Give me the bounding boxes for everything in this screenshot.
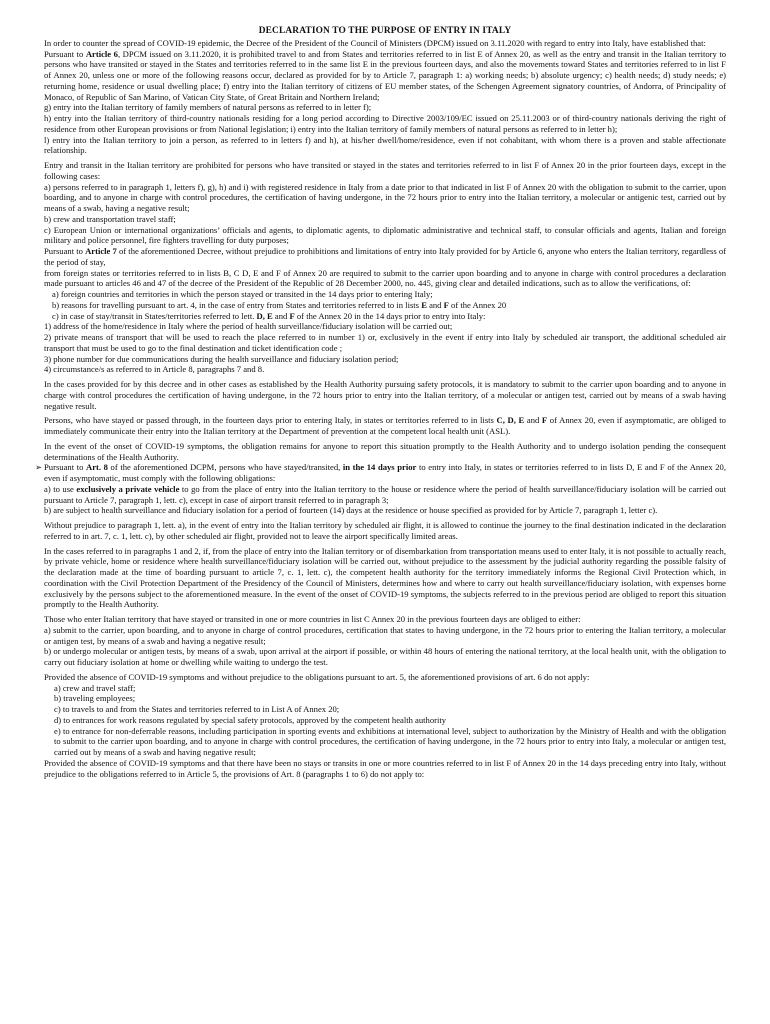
paragraph (44, 726, 726, 758)
paragraph-text: Provided the absence of COVID-19 symptoms and that there have been no stays or transits in one or more countries referred to in list F of Annex 20 in the 14 days preceding entry into Italy, without prejudice to the obligations referred to in Article 5, the provisions of Art. 8 (paragraphs 1 to 6) do not apply to: (44, 757, 726, 779)
paragraph-text: 1) address of the home/residence in Italy where the period of health surveillance/fiduciary isolation will be carried out; (44, 321, 453, 332)
paragraph (44, 693, 726, 704)
paragraph-text: Those who enter Italian territory that have stayed or transited in one or more countries in list C Annex 20 in the previous fourteen days are obliged to either: (44, 614, 581, 624)
paragraph-text: of Annex 20, even if asymptomatic, are obliged to immediately communicate their entry into the Italian territory at the Department of prevention at the competent local health unit (ASL). (44, 415, 726, 436)
paragraph-text: Entry and transit in the Italian territory are prohibited for persons who have transited or stayed in the states and territories referred to in list F of Annex 20 in the prior fourteen days, except in the following cases: (44, 160, 726, 181)
paragraph-text: e) to entrance for non-deferrable reasons, including participation in sporting events and exhibitions at international level, subject to authorization by the Ministry of Health and with the obligation to submit to the carrier upon boarding, and to anyone in charge with control procedures, the certification of having undergone, in the 72 hours prior to entry into Italy, a molecular or antigen test, carried out by means of a swab and having negative result; (54, 725, 726, 757)
paragraph-text: In order to counter the spread of COVID-19 epidemic, the Decree of the President of the Council of Ministers (DPCM) issued on 3.11.2020 with regard to entry into Italy, have established that: (44, 37, 706, 48)
paragraph-bold-text: Article 6 (85, 48, 118, 59)
paragraph-text: a) submit to the carrier, upon boarding, and to anyone in charge of control procedures, certification that states to having undergone, in the 72 hours prior to entering the Italian territory, a molecular or antigen test, by means of a swab and having a negative result; (44, 624, 726, 646)
paragraph (44, 715, 726, 726)
paragraph (44, 246, 726, 268)
paragraph-text: a) persons referred to in paragraph 1, letters f), g), h) and i) with registered residence in Italy from a date prior to that indicated in list F of Annex 20 with the obligation to submit to the carrier, upon boarding, and to anyone in charge with control procedures, the certification of having undergone, in the 72 hours prior to entry into the Italian territory, a molecular or antigenic test, carried out by means of a swab, having a negative result; (44, 181, 726, 213)
paragraph-text: 3) phone number for due communications during the health surveillance and fiduciary isolation period; (44, 353, 399, 364)
paragraph-text: Pursuant to (44, 462, 86, 473)
paragraph-text: 2) private means of transport that will be used to reach the place referred to in number 1) or, exclusively in the event if entry into Italy by scheduled air transport, the additional scheduled air transport that must be used to go to the final destination and ticket identification code ; (44, 332, 726, 353)
paragraph (44, 354, 726, 365)
paragraph-text: c) European Union or international organizations’ officials and agents, to diplomatic agents, to diplomatic administrative and technical staff, to consular officials and agents, Italian and foreign military and police personnel, fire fighters travelling for duty purposes; (44, 224, 726, 246)
paragraph-text: , DPCM issued on 3.11.2020, it is prohibited travel to and from States and territories referred to in list E of Annex 20, as well as the entry and transit in the Italian territory to persons who have transited or stayed in the States and territories referred to in the same list E in the previous fourteen days, and also the movements toward States and territories referred to in list F of Annex 20, unless one or more of the following reasons occur, declared as provided for by to Article 7, paragraph 1: a) working needs; b) absolute urgency; c) health needs; d) study needs; e) returning home, residence or usual dwelling place; f) entry into the Italian territory of citizens of EU member states, of the Schengen Agreement signatory countries, of Andorra, of Principality of Monaco, of Republic of San Marino, of Vatican City State, of Great Britain and Northern Ireland; (44, 48, 727, 102)
document-body (35, 37, 727, 780)
paragraph-text: b) reasons for travelling pursuant to art. 4, in the case of entry from States and territories referred to in lists (52, 299, 422, 310)
paragraph (44, 113, 726, 135)
paragraph (44, 484, 726, 506)
paragraph-bold-text: Art. 8 (85, 462, 108, 473)
paragraph-text: In the cases referred to in paragraphs 1 and 2, if, from the place of entry into the Italian territory or of disembarkation from transportation means used to enter Italy, it is not possible to actually reach, by private vehicle, home or residence where health surveillance/fiduciary isolation will be carried out, without prejudice to the assessment by the judicial authority regarding the possible falsity of the declaration made at the time of boarding pursuant to article 7, c. 1, lett. c), the competent health authority for the territory immediately informs the Regional Civil Protection which, in coordination with the Civil Protection Department of the Presidency of the Council of Ministers, determines how and where to carry out health surveillance/fiduciary isolation, with expenses borne exclusively by the persons subject to the aforementioned measure. In the event of the onset of COVID-19 symptoms, the subjects referred to in the previous period are obliged to report this situation promptly to the Health Authority. (44, 545, 726, 610)
paragraph-text: Without prejudice to paragraph 1, lett. a), in the event of entry into the Italian territory by scheduled air flight, it is allowed to continue the journey to the final destination indicated in the declaration referred to in art. 7, c. 1, lett. c), by other scheduled air flight, provided not to leave the airport specifically limited areas. (44, 520, 726, 541)
paragraph-text: of the Annex 20 in the 14 days prior to entry into Italy: (294, 310, 486, 321)
paragraph (44, 49, 726, 103)
paragraph (44, 225, 726, 247)
paragraph (44, 415, 726, 437)
paragraph-text: and (272, 310, 290, 321)
paragraph-text: h) entry into the Italian territory of third-country nationals residing for a long period according to Directive 2003/109/EC issued on 25.11.2003 or of third-country nationals deriving the right of residence from other European provisions or from National legislation; i) entry into the Italian territory of family members of natural persons as referred to in letter h); (44, 113, 726, 134)
paragraph-text: b) or undergo molecular or antigen tests, by means of a swab, upon arrival at the airport if possible, or within 48 hours of entering the national territory, at the local health unit, with the obligation to carry out fiduciary isolation at home or dwelling while waiting to undergo the test. (44, 646, 726, 667)
paragraph (44, 683, 726, 694)
paragraph-text: a) to use (44, 483, 77, 494)
paragraph (44, 332, 726, 354)
paragraph (44, 379, 726, 411)
paragraph-text: to go from the place of entry into the Italian territory to the house or residence where the period of health surveillance/fiduciary isolation will be carried out pursuant to Article 7, paragraph 1, lett. c), except in case of airport transit referred to in paragraph 3; (44, 483, 726, 505)
paragraph (44, 704, 726, 715)
paragraph-bold-text: E (421, 299, 427, 310)
paragraph-bold-text: F (541, 415, 548, 426)
paragraph (44, 268, 726, 290)
paragraph-text: b) traveling employees; (54, 693, 136, 704)
paragraph-bold-text: D, E (256, 310, 273, 321)
paragraph (44, 614, 726, 625)
paragraph-bold-text: C, D, E (496, 415, 525, 426)
paragraph-bold-text: F (289, 310, 295, 321)
paragraph-text: Provided the absence of COVID-19 symptoms and without prejudice to the obligations pursuant to art. 5, the aforementioned provisions of art. 6 do not apply: (44, 671, 590, 682)
paragraph (44, 625, 726, 647)
paragraph-text: b) crew and transportation travel staff; (44, 213, 176, 224)
bullet-arrow-icon: ➢ (35, 462, 43, 473)
paragraph-text: Pursuant to (44, 48, 86, 59)
paragraph (44, 38, 726, 49)
paragraph (44, 289, 726, 300)
paragraph-text: and (524, 415, 542, 426)
paragraph (44, 520, 726, 542)
paragraph-bold-text: F (443, 299, 449, 310)
paragraph (44, 441, 726, 463)
paragraph (44, 311, 726, 322)
paragraph (44, 102, 726, 113)
paragraph (44, 300, 726, 311)
paragraph-text: of the aforementioned Decree, without prejudice to prohibitions and limitations of entry into Italy provided for by Article 6, anyone who enters the Italian territory, regardless of the period of stay, (44, 246, 726, 267)
paragraph-bold-text: in the 14 days prior (342, 462, 417, 473)
paragraph (44, 364, 726, 375)
paragraph-text: of the Annex 20 (448, 299, 507, 310)
paragraph-text: In the cases provided for by this decree and in other cases as established by the Health Authority pursuing safety protocols, it is mandatory to submit to the carrier upon boarding and to anyone in charge with control procedures the certification of having undergone, in the 72 hours prior to entry into the Italian territory, of a molecular or antigen test, carried out by means of a swab having negative result. (44, 379, 726, 411)
paragraph-text: c) in case of stay/transit in States/territories referred to lett. (52, 310, 257, 321)
paragraph-text: from foreign states or territories referred to in lists B, C D, E and F of Annex 20 are required to submit to the carrier upon boarding and to anyone in charge with control procedures a declaration made pursuant to articles 46 and 47 of the decree of the President of the Republic of 28 December 2000, no. 445, giving clear and detailed indications, such as to allow the verifications, of: (44, 267, 726, 289)
paragraph-text: 4) circumstance/s as referred to in Article 8, paragraphs 7 and 8. (44, 364, 265, 375)
paragraph-text: b) are subject to health surveillance and fiduciary isolation for a period of fourteen (14) days at the residence or house specified as provided for by Article 7, paragraph 1, letter c). (44, 505, 658, 516)
paragraph (44, 646, 726, 668)
paragraph (44, 758, 726, 780)
paragraph (44, 321, 726, 332)
paragraph-text: of the aforementioned DCPM, persons who have stayed/transited, (107, 462, 343, 473)
paragraph-text: a) crew and travel staff; (54, 682, 136, 693)
paragraph-text: c) to travels to and from the States and territories referred to in List A of Annex 20; (54, 704, 340, 714)
paragraph (44, 546, 726, 611)
paragraph (44, 505, 726, 516)
paragraph-text: Pursuant to (44, 246, 86, 256)
paragraph-text: to entry into Italy, in states or territories referred to in lists D, E and F of the Annex 20, even if asymptomatic, must comply with the following obligations: (44, 462, 726, 483)
paragraph (35, 462, 726, 484)
paragraph-text: Persons, who have stayed or passed through, in the fourteen days prior to entering Italy, in states or territories referred to in lists (44, 415, 497, 426)
document-title: DECLARATION TO THE PURPOSE OF ENTRY IN ITALY (258, 26, 512, 36)
paragraph-text: l) entry into the Italian territory to join a person, as referred to in letters f) and h), at his/her dwell/home/residence, even if not cohabitant, with whom there is a proven and stable affectionate relationship. (44, 134, 726, 156)
paragraph-text: a) foreign countries and territories in which the person stayed or transited in the 14 days prior to entering Italy; (52, 289, 433, 299)
paragraph-bold-text: exclusively a private vehicle (76, 483, 180, 494)
paragraph-text: In the event of the onset of COVID-19 symptoms, the obligation remains for anyone to report this situation promptly to the Health Authority and to undergo isolation pending the consequent determinations of the Health Authority. (44, 440, 726, 462)
paragraph (44, 135, 726, 157)
paragraph (44, 214, 726, 225)
paragraph-text: and (426, 299, 444, 310)
paragraph (44, 182, 726, 214)
paragraph-text: g) entry into the Italian territory of family members of natural persons as referred to in letter f); (44, 102, 372, 113)
paragraph (44, 160, 726, 182)
paragraph (44, 672, 726, 683)
paragraph-bold-text: Article 7 (85, 246, 117, 256)
paragraph-text: d) to entrances for work reasons regulated by special safety protocols, approved by the competent health authority (54, 714, 447, 725)
